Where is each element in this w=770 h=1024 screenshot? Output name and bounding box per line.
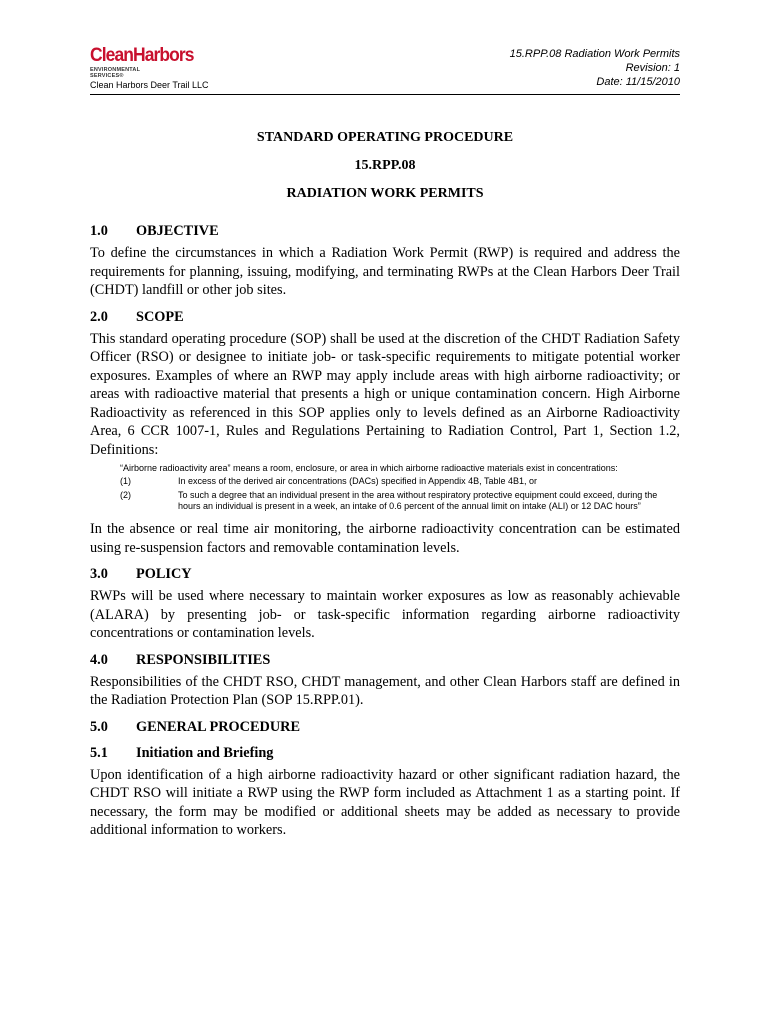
page-header [90,44,680,95]
section-title: SCOPE [136,308,184,325]
title-line-1: STANDARD OPERATING PROCEDURE [256,130,514,145]
section-heading-responsibilities [90,651,680,669]
quote-item [120,490,680,513]
subsection-heading-initiation [90,744,680,762]
section-number: 4.0 [90,651,108,668]
section-body-scope: This standard operating procedure (SOP) shall be used at the discretion of the CHDT Radiation Safety Officer (RSO) or designee to initiate job- or task-specific requirements to mitigate potential worker exposures. Examples of where an RWP may apply include areas with high airborne radioactivity; or areas with radioactive material that presents a high or unique contamination concern. High Airborne Radioactivity as referenced in this SOP applies only to levels defined as an Airborne Radioactivity Area, 6 CCR 1007-1, Rules and Regulations Pertaining to Radiation Control, Part 1, Section 1.2, Definitions: [90,330,680,458]
section-heading-scope [90,308,680,326]
section-title: OBJECTIVE [136,223,219,239]
section-number: 2.0 [90,308,108,325]
revision-date: Date: 11/15/2010 [596,76,680,88]
logo-brand: CleanHarbors [90,45,194,66]
quote-item [120,476,680,487]
definition-quote [90,463,680,512]
company-name: Clean Harbors Deer Trail LLC [90,80,209,90]
quote-item-text: To such a degree that an individual present in the area without respiratory protective equipment could exceed, during the hours an individual is present in a week, an intake of 0.6 percent of the annual limit on intake (ALI) or 12 DAC hours” [178,489,658,511]
section-number: 1.0 [90,223,108,239]
section-body-responsibilities: Responsibilities of the CHDT RSO, CHDT management, and other Clean Harbors staff are defined in the Radiation Protection Plan (SOP 15.RPP.01). [90,673,680,709]
document-title [90,124,680,208]
revision: Revision: 1 [625,62,680,74]
logo-tagline: ENVIRONMENTAL SERVICES® [90,67,141,79]
quote-item-number: (2) [120,489,131,500]
title-line-2: 15.RPP.08 [354,158,416,173]
quote-item-number: (1) [120,476,131,487]
document-body [90,124,680,844]
section-number: 5.0 [90,718,108,735]
section-body-objective: To define the circumstances in which a Radiation Work Permit (RWP) is required and address the requirements for planning, issuing, modifying, and terminating RWPs at the Clean Harbors Deer Trail (CHDT) landfill or other job sites. [90,245,680,298]
quote-item-text: In excess of the derived air concentrations (DACs) specified in Appendix 4B, Table 4B1, or [178,476,538,487]
section-title: POLICY [136,566,192,583]
section-title: GENERAL PROCEDURE [136,718,301,735]
section-number: 5.1 [90,744,108,761]
section-body-initiation: Upon identification of a high airborne radioactivity hazard or other significant radiation hazard, the CHDT RSO will initiate a RWP using the RWP form included as Attachment 1 as a starting point. If necessary, the form may be modified or additional sheets may be added as necessary to provide additional information to workers. [90,766,680,839]
company-logo [90,45,194,80]
section-heading-general-procedure [90,718,680,736]
quote-intro: “Airborne radioactivity area” means a room, enclosure, or area in which airborne radioactive materials exist in concentrations: [120,463,618,473]
section-heading-objective [90,222,680,240]
document-id: 15.RPP.08 Radiation Work Permits [509,48,680,60]
document-info [510,47,680,89]
section-title: RESPONSIBILITIES [136,651,271,668]
section-body-policy: RWPs will be used where necessary to maintain worker exposures as low as reasonably achievable (ALARA) by presenting job- or task-specific information regarding airborne radioactivity concentrations or contamination levels. [90,588,680,642]
section-heading-policy [90,565,680,583]
title-line-3: RADIATION WORK PERMITS [286,186,484,201]
section-title: Initiation and Briefing [136,744,274,761]
section-body-scope-continued: In the absence or real time air monitoring, the airborne radioactivity concentration can be estimated using re-suspension factors and removable contamination levels. [90,521,680,556]
section-number: 3.0 [90,566,108,583]
